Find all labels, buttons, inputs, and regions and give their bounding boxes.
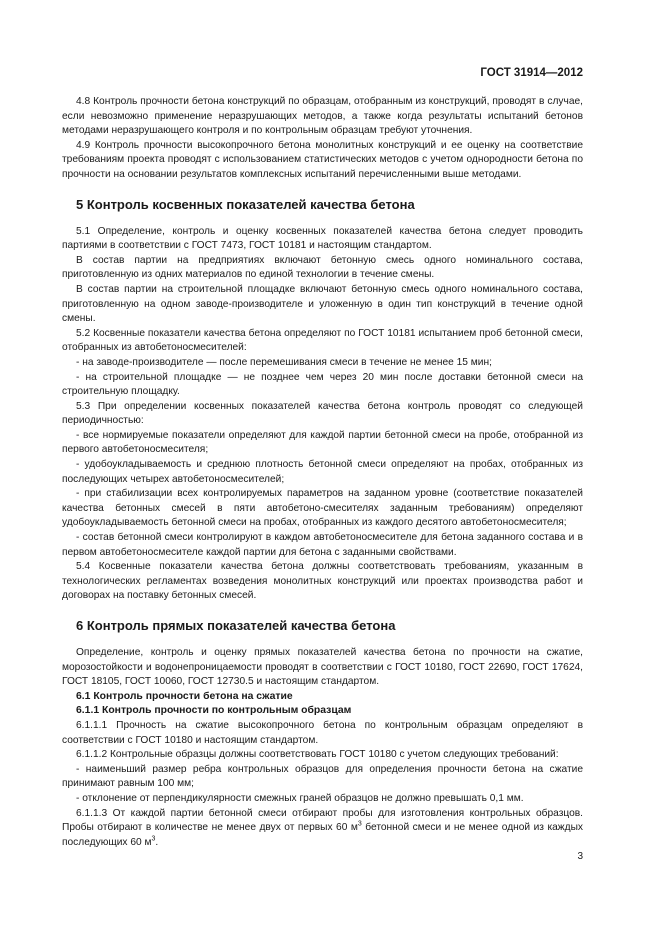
list-item: - при стабилизации всех контролируемых параметров на заданном уровне (соответствие показателей качества бетонных смесей в пяти автобетоно-смесителях заданным требованиям) определяют удобоукладываемость бетонной смеси на пробах, отобранных из каждого десятого автобетоносмесителя;	[62, 488, 583, 529]
paragraph: 5.4 Косвенные показатели качества бетона должны соответствовать требованиям, указанным в технологических регламентах возведения монолитных конструкций или проектах производства работ и договорах на поставку бетонных смесей.	[62, 561, 583, 602]
text-run: 6.1.1.3 От каждой партии бетонной смеси отбирают пробы для изготовления контрольных образцов. Пробы отбирают в количестве не менее двух от первых 60 м	[62, 807, 583, 834]
list-item: - отклонение от перпендикулярности смежных граней образцов не должно превышать 0,1 мм.	[76, 792, 524, 804]
list-item: - все нормируемые показатели определяют для каждой партии бетонной смеси на пробе, отобранной из первого автобетоносмесителя;	[62, 429, 583, 456]
paragraph-4-8: 4.8 Контроль прочности бетона конструкций по образцам, отобранным из конструкций, проводят в случае, если невозможно применение неразрушающих методов, а также когда результаты испытаний бетонов методами неразрушающего контроля и по контрольным образцам требуют уточнения.	[62, 96, 583, 137]
paragraph: В состав партии на предприятиях включают бетонную смесь одного номинального состава, приготовленную из одних материалов по единой технологии в течение смены.	[62, 254, 583, 281]
section-5-title: 5 Контроль косвенных показателей качества бетона	[76, 196, 415, 212]
paragraph: 5.2 Косвенные показатели качества бетона определяют по ГОСТ 10181 испытанием проб бетонной смеси, отобранных из автобетоносмесителей:	[62, 327, 583, 354]
list-item: - удобоукладываемость и среднюю плотность бетонной смеси определяют на пробах, отобранных из последующих четырех автобетоносмесителей;	[62, 459, 583, 485]
paragraph-4-9: 4.9 Контроль прочности высокопрочного бетона монолитных конструкций и ее оценку на соответствие требованиям проекта проводят с использованием статистических методов с учетом однородности бетона по прочности на основании результатов комплексных испытаний перечисленными выше методами.	[62, 139, 583, 180]
paragraph: 5.3 При определении косвенных показателей качества бетона контроль проводят со следующей периодичностью:	[62, 400, 583, 427]
document-id: ГОСТ 31914—2012	[480, 67, 583, 79]
subsection-6-1-1-title: 6.1.1 Контроль прочности по контрольным образцам	[76, 705, 352, 717]
list-item: - на заводе-производителе — после перемешивания смеси в течение не менее 15 мин;	[76, 356, 492, 368]
text-run: .	[155, 836, 159, 848]
paragraph: 6.1.1.2 Контрольные образцы должны соответствовать ГОСТ 10180 с учетом следующих требований:	[76, 749, 559, 761]
list-item: - наименьший размер ребра контрольных образцов для определения прочности бетона на сжатие принимают равным 100 мм;	[62, 763, 583, 790]
subsection-6-1-title: 6.1 Контроль прочности бетона на сжатие	[76, 690, 293, 702]
paragraph: 5.1 Определение, контроль и оценку косвенных показателей качества бетона следует проводить партиями в соответствии с ГОСТ 7473, ГОСТ 10181 и настоящим стандартом.	[62, 225, 583, 252]
page-body	[62, 66, 583, 850]
list-item: - состав бетонной смеси контролируют в каждом автобетоносмесителе для бетона заданного состава и в первом автобетоносмесителе каждой партии для бетона с заданными свойствами.	[62, 532, 583, 558]
section-6-title: 6 Контроль прямых показателей качества бетона	[76, 618, 396, 633]
page-number: 3	[577, 851, 583, 862]
paragraph: 6.1.1.1 Прочность на сжатие высокопрочного бетона по контрольным образцам определяют в соответствии с ГОСТ 10180 и настоящим стандартом.	[62, 719, 583, 746]
text-run: бетонной смеси и не менее одной из каждых последующих 60 м	[62, 822, 583, 848]
superscript: 3	[151, 835, 156, 843]
paragraph-6-1-1-3	[62, 807, 583, 851]
list-item: - на строительной площадке — не позднее чем через 20 мин после доставки бетонной смеси на строительную площадку.	[62, 371, 583, 398]
paragraph: В состав партии на строительной площадке включают бетонную смесь одного номинального состава, приготовленную на одном заводе-производителе и уложенную в один тип конструкций в течение одной смены.	[62, 283, 583, 325]
paragraph: Определение, контроль и оценку прямых показателей качества бетона по прочности на сжатие, морозостойкости и водонепроницаемости проводят в соответствии с ГОСТ 10180, ГОСТ 22690, ГОСТ 17624, ГОСТ 18105, ГОСТ 10060, ГОСТ 12730.5 и настоящим стандартом.	[62, 647, 583, 688]
superscript: 3	[357, 820, 362, 828]
